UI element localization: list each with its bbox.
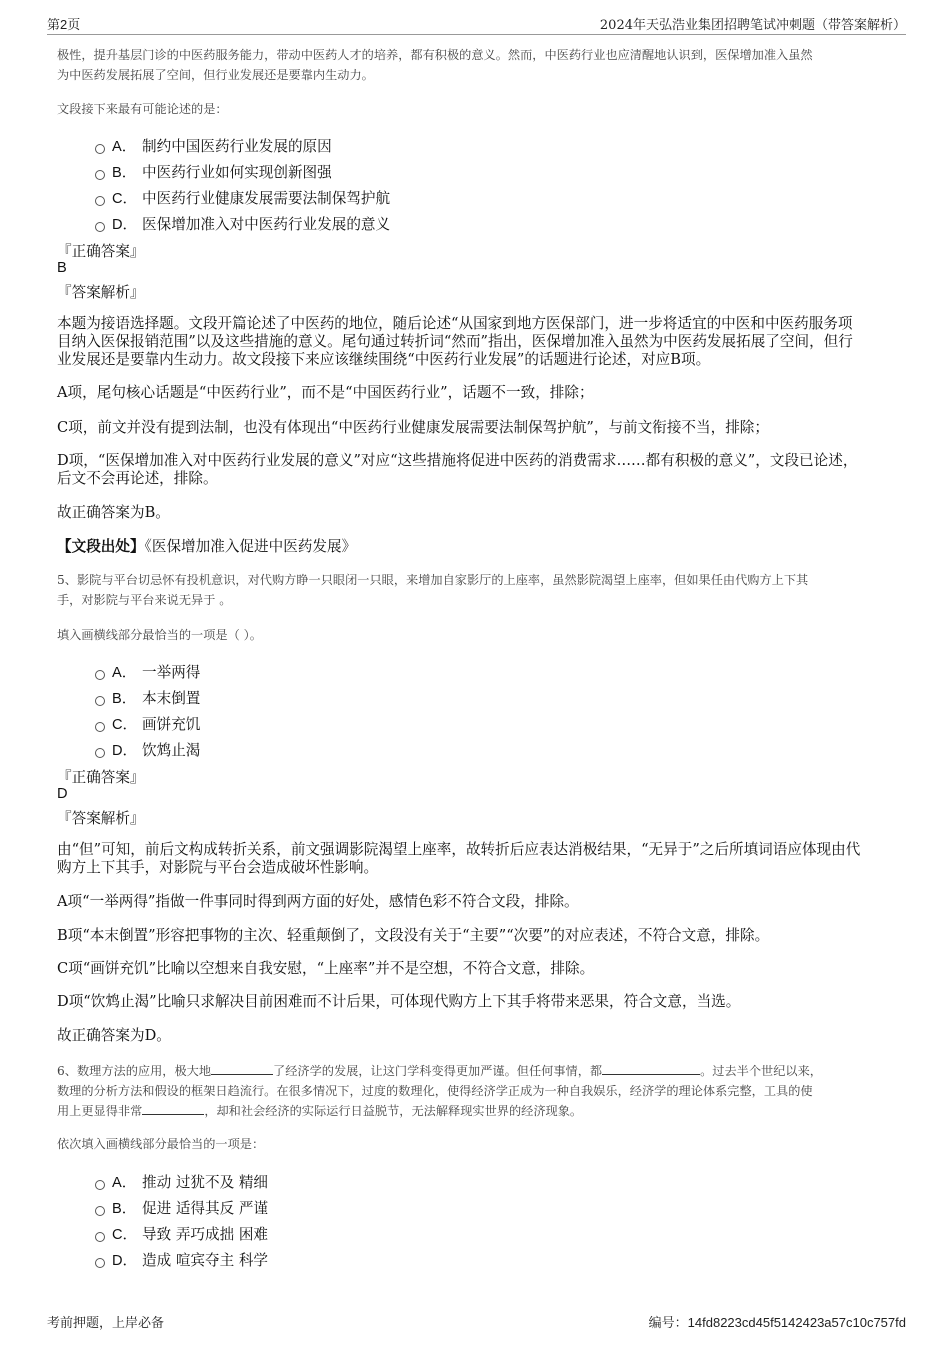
radio-icon[interactable] <box>95 196 105 206</box>
q4-analysis-paragraph <box>57 315 888 369</box>
option-key: B． <box>112 1201 137 1217</box>
radio-icon[interactable] <box>95 748 105 758</box>
option-text: 医保增加准入对中医药行业发展的意义 <box>142 216 391 233</box>
analysis-line: 购方上下其手，对影院与平台会造成破坏性影响。 <box>57 859 379 876</box>
q5-stem <box>57 570 888 610</box>
id-label: 编号： <box>648 1316 688 1331</box>
analysis-line: D项，“医保增加准入对中医药行业发展的意义”对应“这些措施将促进中医药的消费需求……都有积极的意义”，文段已论述， <box>57 452 858 469</box>
option-key: A． <box>112 665 137 681</box>
radio-icon[interactable] <box>95 1232 105 1242</box>
analysis-line: 由“但”可知，前后文构成转折关系，前文强调影院渴望上座率，故转折后应表达消极结果，“无异于”之后所填词语应体现由代 <box>57 841 861 858</box>
q5-analysis-b: B项“本末倒置”形容把事物的主次、轻重颠倒了，文段没有关于“主要”“次要”的对应表述，不符合文意，排除。 <box>57 927 770 944</box>
radio-icon[interactable] <box>95 696 105 706</box>
option-text: 饮鸩止渴 <box>142 742 201 759</box>
q5-analysis-c: C项“画饼充饥”比喻以空想来自我安慰，“上座率”并不是空想，不符合文意，排除。 <box>57 960 595 977</box>
q4-conclusion: 故正确答案为B。 <box>57 504 170 521</box>
stem-text: 6、数理方法的应用，极大地 <box>57 1064 212 1078</box>
source-title: 《医保增加准入促进中医药发展》 <box>144 538 357 555</box>
q6-option-a[interactable] <box>95 1171 268 1191</box>
option-key: D． <box>112 217 138 233</box>
stem-line <box>57 1061 888 1081</box>
stem-text: ，却和社会经济的实际运行日益脱节，无法解释现实世界的经济现象。 <box>204 1104 583 1118</box>
analysis-line: 目纳入医保报销范围”以及这些措施的意义。尾句通过转折词“然而”指出，医保增加准入虽然为中医药发展拓展了空间，但行 <box>57 333 853 350</box>
id-code: 14fd8223cd45f5142423a57c10c757fd <box>687 1315 906 1330</box>
q4-answer: B <box>57 260 67 276</box>
intro-line: 极性，提升基层门诊的中医药服务能力，带动中医药人才的培养，都有积极的意义。然而，中医药行业也应清醒地认识到，医保增加准入虽然 <box>57 48 813 62</box>
page-number: 第2页 <box>47 17 81 32</box>
q6-stem <box>57 1061 888 1121</box>
stem-text: 。过去半个世纪以来， <box>700 1064 822 1078</box>
q5-option-a[interactable] <box>95 661 200 681</box>
q4-option-a[interactable] <box>95 135 332 155</box>
q5-analysis-paragraph <box>57 841 888 877</box>
radio-icon[interactable] <box>95 222 105 232</box>
stem-text: 用上更显得非常 <box>57 1104 143 1118</box>
radio-icon[interactable] <box>95 1180 105 1190</box>
option-text: 画饼充饥 <box>142 716 201 733</box>
q4-option-b[interactable] <box>95 161 332 181</box>
stem-line <box>57 1101 888 1121</box>
q5-answer: D <box>57 786 68 802</box>
q4-analysis-a: A项，尾句核心话题是“中医药行业”，而不是“中国医药行业”，话题不一致，排除； <box>57 384 594 401</box>
option-key: D． <box>112 1253 138 1269</box>
option-text: 制约中国医药行业发展的原因 <box>142 138 332 155</box>
option-key: C． <box>112 1227 138 1243</box>
option-text: 中医药行业健康发展需要法制保驾护航 <box>142 190 391 207</box>
q5-analysis-d: D项“饮鸩止渴”比喻只求解决目前困难而不计后果，可体现代购方上下其手将带来恶果，符合文意，当选。 <box>57 993 741 1010</box>
q6-option-c[interactable] <box>95 1223 268 1243</box>
option-text: 中医药行业如何实现创新图强 <box>142 164 332 181</box>
document-title: 2024年天弘浩业集团招聘笔试冲刺题（带答案解析） <box>599 18 906 33</box>
option-text: 造成 喧宾夺主 科学 <box>142 1252 269 1269</box>
footer-slogan: 考前押题，上岸必备 <box>47 1316 165 1331</box>
analysis-line: 业发展还是要靠内生动力。故文段接下来应该继续围绕“中医药行业发展”的话题进行论述，对应B项。 <box>57 351 711 368</box>
q4-option-c[interactable] <box>95 187 390 207</box>
q6-prompt: 依次填入画横线部分最恰当的一项是： <box>57 1137 265 1151</box>
document-id <box>649 1312 906 1331</box>
q4-prompt: 文段接下来最有可能论述的是： <box>57 102 228 116</box>
q5-conclusion: 故正确答案为D。 <box>57 1027 171 1044</box>
q4-analysis-c: C项，前文并没有提到法制，也没有体现出“中医药行业健康发展需要法制保驾护航”，与前文衔接不当，排除； <box>57 419 769 436</box>
q5-prompt: 填入画横线部分最恰当的一项是（ ）。 <box>57 628 262 642</box>
radio-icon[interactable] <box>95 670 105 680</box>
radio-icon[interactable] <box>95 1258 105 1268</box>
fill-blank[interactable] <box>602 1062 700 1075</box>
intro-line: 为中医药发展拓展了空间，但行业发展还是要靠内生动力。 <box>57 68 374 82</box>
option-key: A． <box>112 1175 137 1191</box>
q6-option-d[interactable] <box>95 1249 268 1269</box>
option-text: 导致 弄巧成拙 困难 <box>142 1226 269 1243</box>
q5-option-c[interactable] <box>95 713 200 733</box>
intro-text <box>57 45 888 85</box>
q5-analysis-label: 『答案解析』 <box>57 810 145 827</box>
option-text: 本末倒置 <box>142 690 201 707</box>
q4-analysis-d <box>57 452 888 488</box>
q6-option-b[interactable] <box>95 1197 268 1217</box>
stem-line: 5、影院与平台切忌怀有投机意识，对代购方睁一只眼闭一只眼，来增加自家影厅的上座率，虽然影院渴望上座率，但如果任由代购方上下其 <box>57 573 809 587</box>
radio-icon[interactable] <box>95 144 105 154</box>
radio-icon[interactable] <box>95 1206 105 1216</box>
q5-option-d[interactable] <box>95 739 200 759</box>
option-key: A． <box>112 139 137 155</box>
option-key: D． <box>112 743 138 759</box>
stem-line: 数理的分析方法和假设的框架日趋流行。在很多情况下，过度的数理化，使得经济学正成为一种自我娱乐，经济学的理论体系完整，工具的使 <box>57 1084 813 1098</box>
radio-icon[interactable] <box>95 722 105 732</box>
option-text: 促进 适得其反 严谨 <box>142 1200 269 1217</box>
q5-option-b[interactable] <box>95 687 200 707</box>
radio-icon[interactable] <box>95 170 105 180</box>
analysis-line: 本题为接语选择题。文段开篇论述了中医药的地位，随后论述“从国家到地方医保部门，进一步将适宜的中医和中医药服务项 <box>57 315 853 332</box>
stem-line: 手，对影院与平台来说无异于 。 <box>57 593 232 607</box>
q5-answer-label: 『正确答案』 <box>57 769 145 786</box>
option-key: B． <box>112 165 137 181</box>
option-key: C． <box>112 717 138 733</box>
q4-source <box>57 538 888 556</box>
fill-blank[interactable] <box>142 1102 204 1115</box>
q4-answer-label: 『正确答案』 <box>57 243 145 260</box>
analysis-line: 后文不会再论述，排除。 <box>57 470 218 487</box>
page-footer <box>47 1312 906 1331</box>
stem-text: 了经济学的发展，让这门学科变得更加严谨。但任何事情，都 <box>273 1064 603 1078</box>
q4-option-d[interactable] <box>95 213 390 233</box>
option-text: 推动 过犹不及 精细 <box>142 1174 269 1191</box>
option-key: B． <box>112 691 137 707</box>
page-header <box>47 12 906 35</box>
q5-analysis-a: A项“一举两得”指做一件事同时得到两方面的好处，感情色彩不符合文段，排除。 <box>57 893 579 910</box>
fill-blank[interactable] <box>211 1062 273 1075</box>
option-key: C． <box>112 191 138 207</box>
source-label: 【文段出处】 <box>57 538 145 555</box>
option-text: 一举两得 <box>142 664 201 681</box>
q4-analysis-label: 『答案解析』 <box>57 284 145 301</box>
